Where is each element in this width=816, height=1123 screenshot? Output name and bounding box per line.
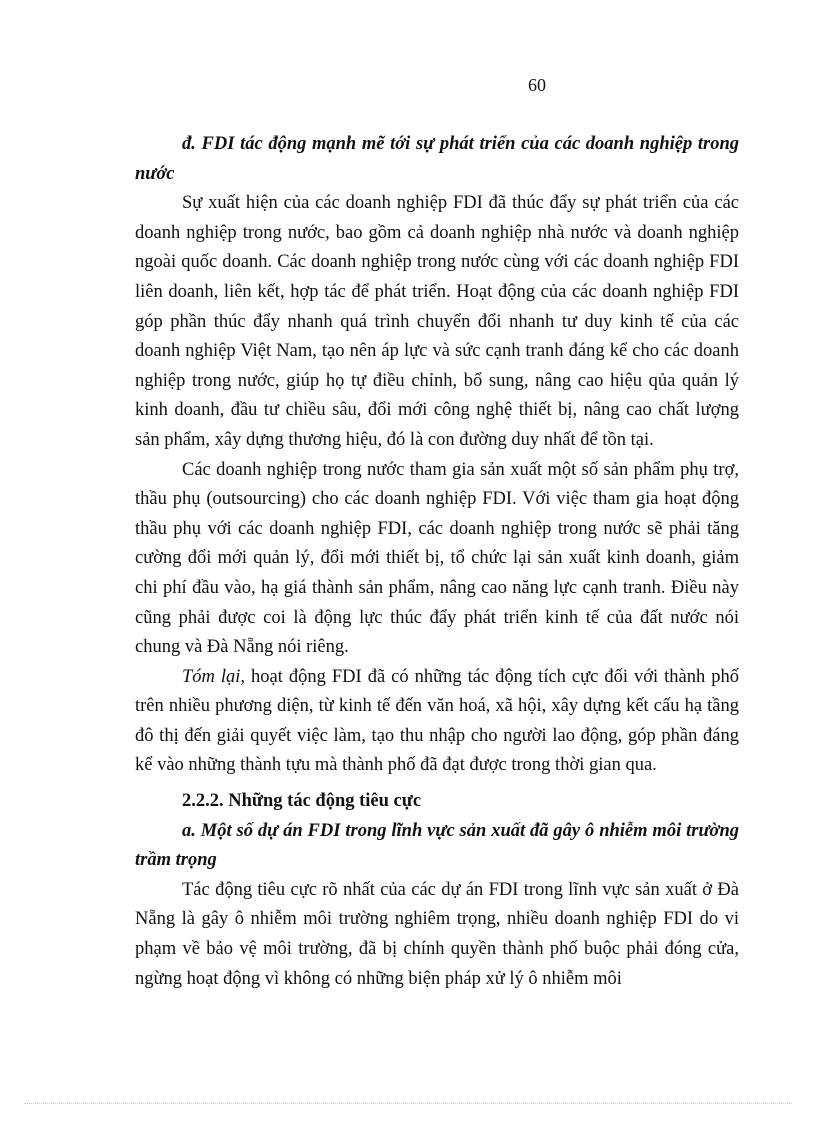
section-heading-2-2-2: 2.2.2. Những tác động tiêu cực xyxy=(182,791,422,812)
page-number: 60 xyxy=(528,75,546,95)
summary-text: hoạt động FDI đã có những tác động tích cực đối với thành phố trên nhiều phương diện, từ kinh tế đến văn hoá, xã hội, xây dựng kết cấu hạ tầng đô thị đến giải quyết việc làm, tạo thu nhập cho người lao động, góp phần đáng kể vào những thành tựu mà thành phố đã đạt được trong thời gian qua. xyxy=(135,666,740,776)
summary-paragraph xyxy=(135,663,739,781)
page-bottom-border xyxy=(24,1103,792,1104)
document-body xyxy=(135,130,739,994)
section-heading-d: đ. FDI tác động mạnh mẽ tới sự phát triển của các doanh nghiệp trong nước xyxy=(135,134,739,184)
section-heading-a: a. Một số dự án FDI trong lĩnh vực sản xuất đã gây ô nhiễm môi trường trầm trọng xyxy=(135,820,739,871)
body-paragraph: Tác động tiêu cực rõ nhất của các dự án FDI trong lĩnh vực sản xuất ở Đà Nẵng là gây ô nhiễm môi trường nghiêm trọng, nhiều doanh nghiệp FDI do vi phạm về bảo vệ môi trường, đã bị chính quyền thành phố buộc phải đóng cửa, ngừng hoạt động vì không có những biện pháp xử lý ô nhiễm môi xyxy=(135,879,739,989)
body-paragraph: Sự xuất hiện của các doanh nghiệp FDI đã thúc đẩy sự phát triển của các doanh nghiệp trong nước, bao gồm cả doanh nghiệp nhà nước và doanh nghiệp ngoài quốc doanh. Các doanh nghiệp trong nước cùng với các doanh nghiệp FDI liên doanh, liên kết, hợp tác để phát triển. Hoạt động của các doanh nghiệp FDI góp phần thúc đẩy nhanh quá trình chuyển đổi nhanh tư duy kinh tế của các doanh nghiệp Việt Nam, tạo nên áp lực và sức cạnh tranh đáng kể cho các doanh nghiệp trong nước, giúp họ tự điều chỉnh, bổ sung, nâng cao hiệu qủa quản lý kinh doanh, đầu tư chiều sâu, đổi mới công nghệ thiết bị, nâng cao chất lượng sản phẩm, xây dựng thương hiệu, đó là con đường duy nhất để tồn tại. xyxy=(135,193,739,450)
body-paragraph: Các doanh nghiệp trong nước tham gia sản xuất một số sản phẩm phụ trợ, thầu phụ (outsourcing) cho các doanh nghiệp FDI. Với việc tham gia hoạt động thầu phụ với các doanh nghiệp FDI, các doanh nghiệp trong nước sẽ phải tăng cường đổi mới quản lý, đổi mới thiết bị, tổ chức lại sản xuất kinh doanh, giảm chi phí đầu vào, hạ giá thành sản phẩm, nâng cao năng lực cạnh tranh. Điều này cũng phải được coi là động lực thúc đẩy phát triển kinh tế của đất nước nói chung và Đà Nẵng nói riêng. xyxy=(135,459,739,658)
summary-lead: Tóm lại, xyxy=(182,666,246,687)
